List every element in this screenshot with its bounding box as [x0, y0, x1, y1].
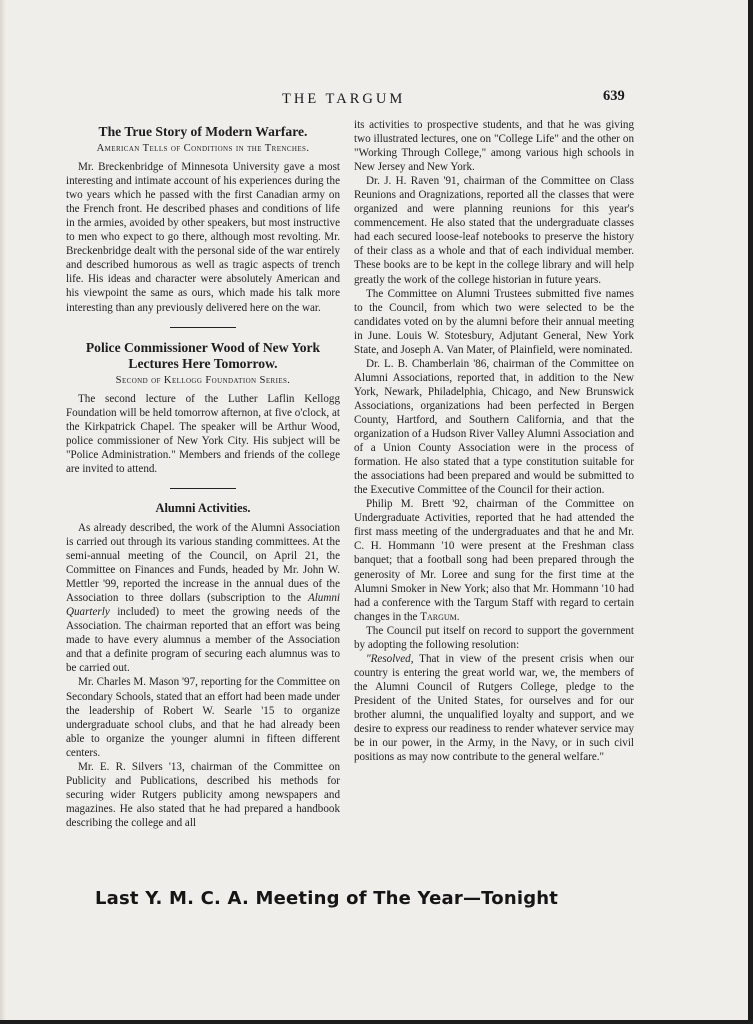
alumni-paragraph-publicity-continued: its activities to prospective students, and that he was giving two illustrated lectures, one on "College Life" and the other on "Working Through College," among various high schools in New Jersey and New York.: [354, 119, 634, 174]
alumni-paragraph-class-reunions: Dr. J. H. Raven '91, chairman of the Committee on Class Reunions and Oragnizations, reported all the classes that were organized and were planning reunions for this year's commencement. He also stated that the undergraduate classes had each secured loose-leaf notebooks to preserve the history of their class as a whole and that of each individual member. These books are to be kept in the college library and will help greatly the work of the college historian in future years.: [354, 175, 634, 286]
right-column: [354, 118, 634, 764]
article-body-police-commissioner: The second lecture of the Luther Laflin Kellogg Foundation will be held tomorrow afternon, at five o'clock, at the Kirkpatrick Chapel. The speaker will be Arthur Wood, police commissioner of New York City. His subject will be "Police Administration." Members and friends of the college are invited to attend.: [66, 392, 340, 475]
section-divider: [170, 488, 236, 489]
alumni-paragraph-undergraduate-activities: [354, 497, 634, 623]
alumni-paragraph-publicity: Mr. E. R. Silvers '13, chairman of the Committee on Publicity and Publications, described his methods for securing wider Rutgers publicity among newspapers and magazines. He also stated that he had prepared a handbook describing the college and all: [66, 760, 340, 829]
page-edge-shadow: [0, 0, 6, 1020]
left-column: [66, 116, 340, 830]
scan-bottom-edge: [0, 1020, 753, 1024]
alumni-paragraph-resolution: [354, 652, 634, 764]
article-headline-alumni-activities: Alumni Activities.: [155, 500, 251, 515]
running-header-title: THE TARGUM: [282, 91, 406, 107]
article-headline-police-commissioner: Police Commissioner Wood of New York Lectures Here Tomorrow.: [85, 339, 321, 371]
targum-name: Targum.: [420, 610, 460, 623]
article-body-modern-warfare: Mr. Breckenbridge of Minnesota University gave a most interesting and intimate account of his experiences during the two years which he passed with the first Canadian army on the French front. He described phases and conditions of life in the armies, avoided by other speakers, but most instructive to men who expect to go there, although most revolting. Mr. Breckenbridge dealt with the personal side of the war entirely and described humorous as well as tragic aspects of trench life. His ideas and character were absolutely American and his viewpoint the same as ours, which made his talk more interesting than any previously delivered here on the war.: [66, 161, 340, 314]
section-divider: [170, 327, 236, 328]
alumni-paragraph-finances-text-b: included) to meet the growing needs of the Association. The chairman reported that an effort was being made to have every alumnus a member of the Association and that a definite program of securing each alumnus was to be carried out.: [66, 606, 340, 675]
alumni-paragraph-trustees: The Committee on Alumni Trustees submitted five names to the Council, from which two were selected to be the candidates voted on by the alumni before their annual meeting in June. Louis W. Stotesbury, Adjutant General, New York State, and Joseph A. Van Mater, of Plainfield, were nominated.: [354, 287, 634, 356]
article-subhead-trenches: American Tells of Conditions in the Trenches.: [96, 143, 310, 154]
article-subhead-kellogg: Second of Kellogg Foundation Series.: [115, 374, 291, 386]
resolved-word: "Resolved,: [366, 652, 414, 665]
alumni-paragraph-finances-text-a: As already described, the work of the Alumni Association is carried out through its various standing committees. At the semi-annual meeting of the Council, on April 21, the Committee on Finances and Funds, headed by Mr. John W. Mettler '99, reported the increase in the annual dues of the Association to three dollars (subscription to the: [66, 521, 340, 605]
ymca-meeting-banner: Last Y. M. C. A. Meeting of The Year—Tonight: [95, 888, 559, 909]
article-headline-modern-warfare: The True Story of Modern Warfare.: [98, 124, 308, 139]
alumni-paragraph-associations: Dr. L. B. Chamberlain '86, chairman of the Committee on Alumni Associations, reported that, in addition to the New York, Newark, Philadelphia, Chicago, and New Brunswick Associations, organizations had been perfected in Bergen County, Hartford, and Southern California, and that the organization of a Hudson River Valley Alumni Association and of a Union County Association were in the process of formation. He also stated that a type constitution suitable for the associations had been prepared and would be submitted to the Executive Committee of the Council for their action.: [354, 357, 634, 497]
page-number: 639: [603, 88, 625, 104]
alumni-quarterly-title: Alumni Quarterly: [66, 592, 340, 619]
undergraduate-activities-text: Philip M. Brett '92, chairman of the Committee on Undergraduate Activities, reported that he had attended the first mass meeting of the undergraduates and that he and Mr. C. H. Hommann '10 were present at the Freshman class banquet; that a football song had been prepared through the generosity of Mr. Loree and sung for the first time at the Alumni Smoker in New York; also that Mr. Hommann '10 had had a conference with the Targum Staff with regard to certain changes in the: [354, 498, 634, 623]
alumni-paragraph-finances: [66, 521, 340, 676]
resolution-text: That in view of the present crisis when our country is entering the great world war, we, the members of the Alumni Council of Rutgers College, pledge to the President of the United States, for ourselves and for our brother alumni, the unqualified loyalty and support, and we desire to express our readiness to render whatever service may be in our power, in the Army, in the Navy, or in such civil positions as may now contribute to the general welfare.": [354, 652, 634, 764]
alumni-paragraph-resolution-intro: The Council put itself on record to support the government by adopting the following resolution:: [354, 624, 634, 651]
alumni-paragraph-secondary-schools: Mr. Charles M. Mason '97, reporting for the Committee on Secondary Schools, stated that an effort had been made under the leadership of Robert W. Searle '15 to organize undergraduate school clubs, and that he had already been able to organize the younger alumni in fifteen different centers.: [66, 676, 340, 759]
